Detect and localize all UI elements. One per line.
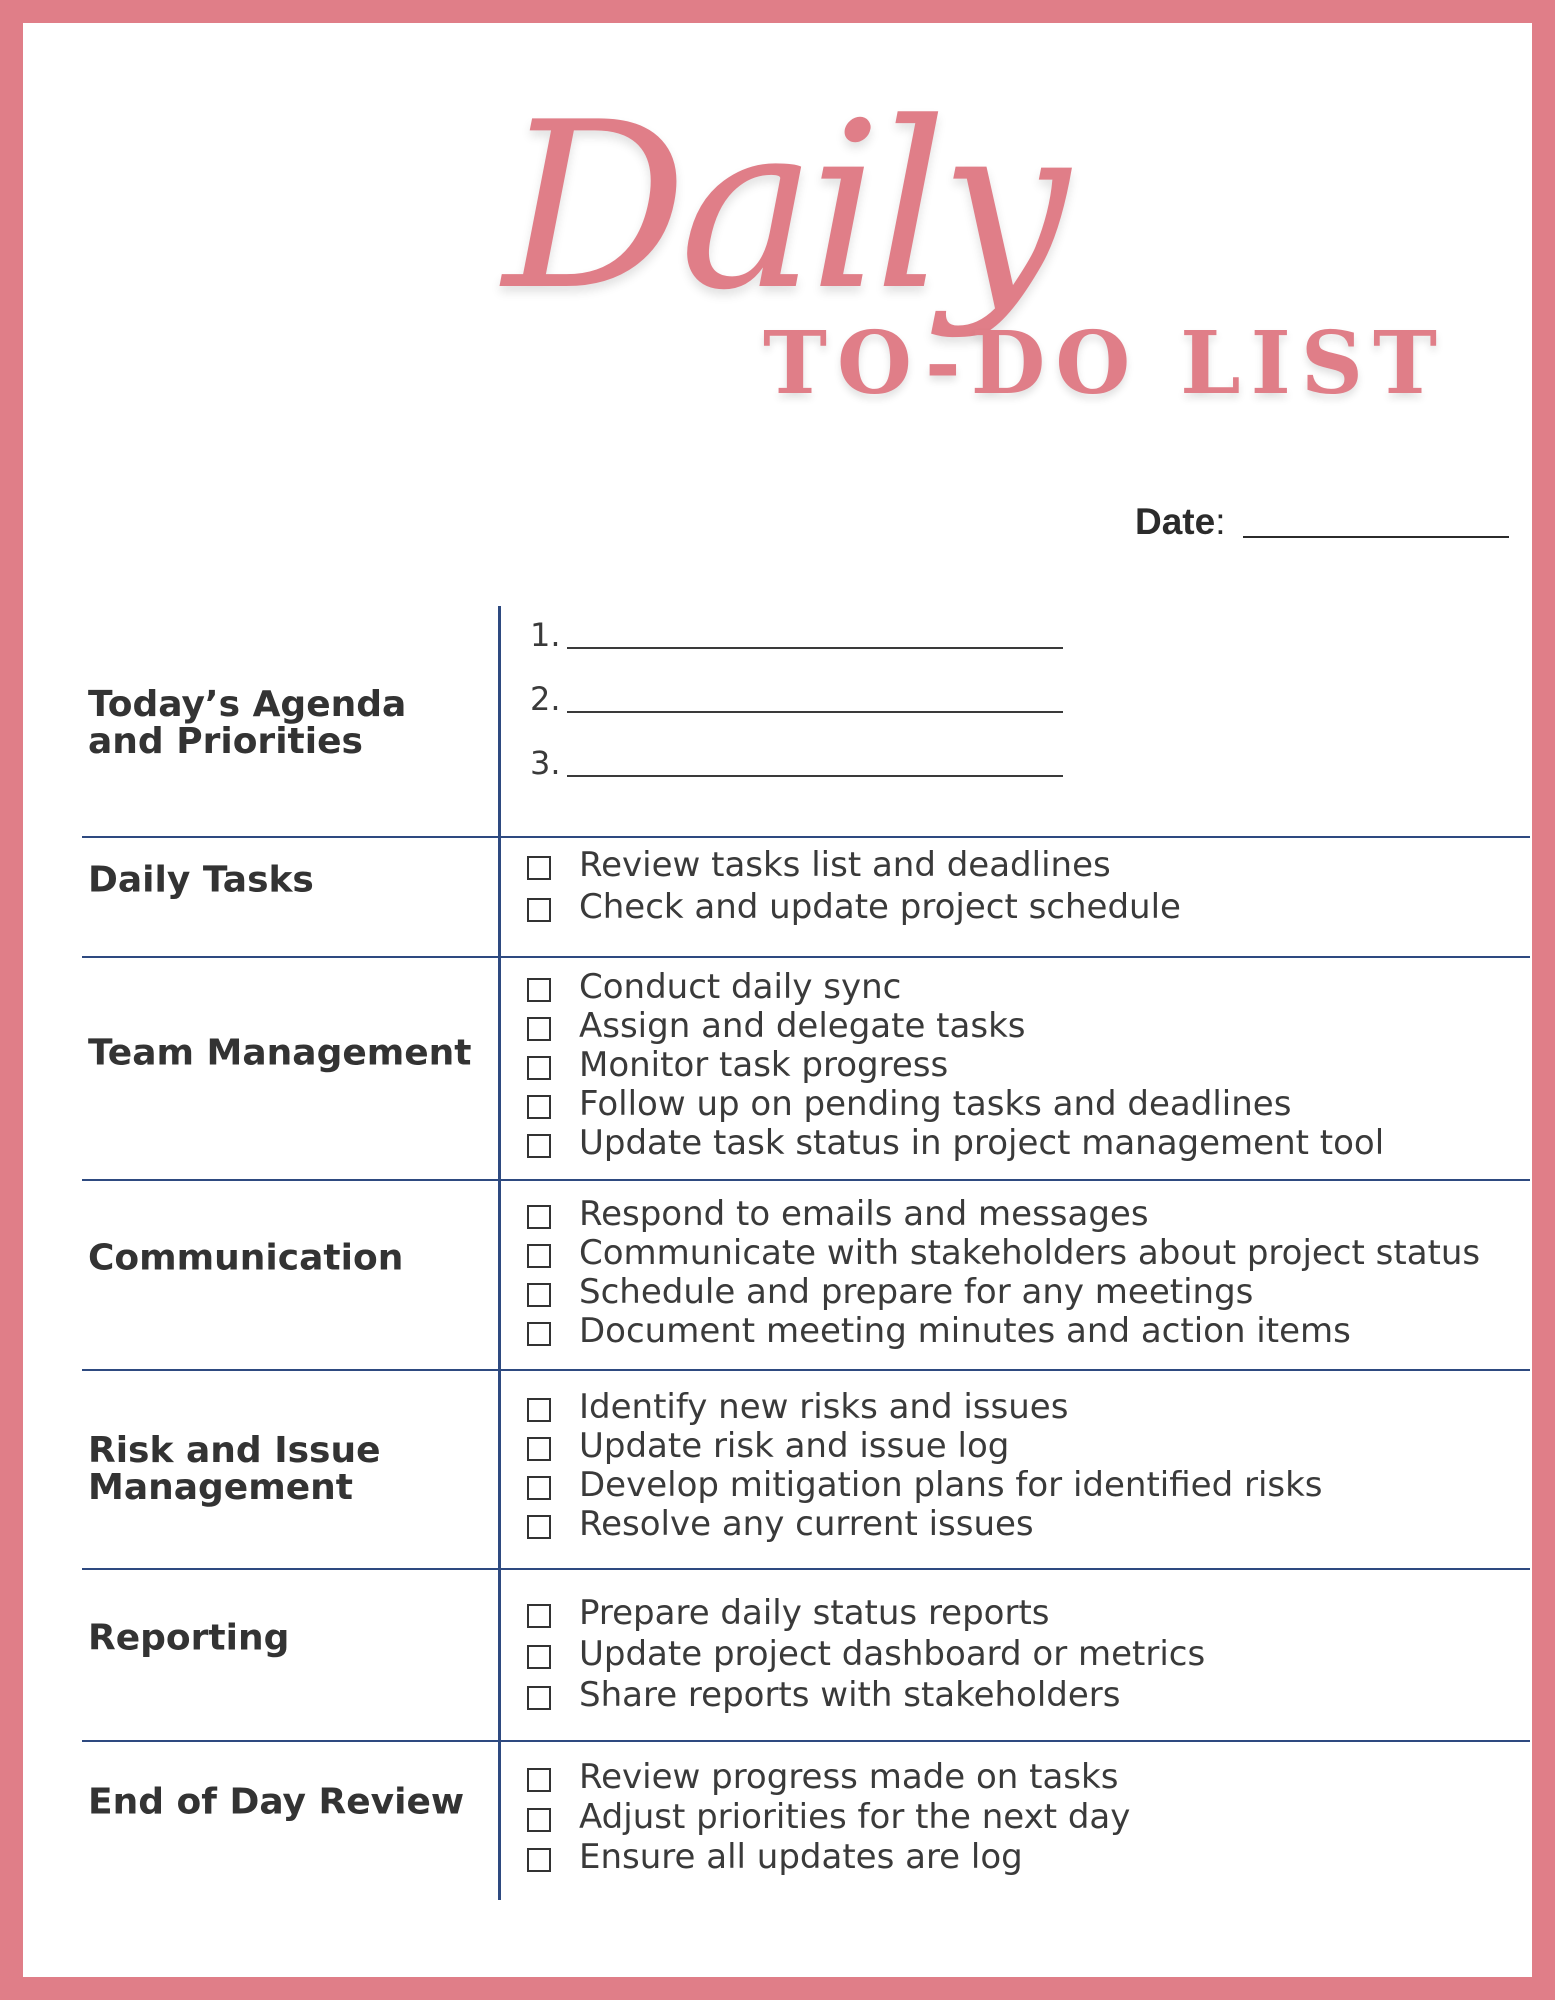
agenda-line-1[interactable] xyxy=(530,616,1063,654)
agenda-number: 2. xyxy=(530,680,561,718)
task-label: Review progress made on tasks xyxy=(579,1757,1119,1797)
checkbox[interactable] xyxy=(527,1604,551,1628)
task-item[interactable] xyxy=(527,1084,1527,1123)
agenda-line-3[interactable] xyxy=(530,744,1063,782)
checkbox[interactable] xyxy=(527,1686,551,1710)
checkbox[interactable] xyxy=(527,1283,551,1307)
title-caps: TO-DO LIST xyxy=(763,313,1447,414)
checkbox[interactable] xyxy=(527,1056,551,1080)
agenda-blank xyxy=(567,646,1063,649)
checkbox[interactable] xyxy=(527,1398,551,1422)
date-row xyxy=(1135,501,1509,543)
task-label: Communicate with stakeholders about project status xyxy=(579,1232,1481,1273)
task-label: Share reports with stakeholders xyxy=(579,1674,1121,1715)
task-item[interactable] xyxy=(527,1592,1527,1633)
checkbox[interactable] xyxy=(527,1515,551,1539)
checkbox[interactable] xyxy=(527,1645,551,1669)
task-label: Update risk and issue log xyxy=(579,1425,1010,1466)
task-label: Update task status in project management tool xyxy=(579,1122,1385,1163)
task-label: Follow up on pending tasks and deadlines xyxy=(579,1083,1292,1124)
task-label: Review tasks list and deadlines xyxy=(579,845,1111,885)
checkbox[interactable] xyxy=(527,978,551,1002)
task-item[interactable] xyxy=(527,1233,1527,1272)
date-input-line[interactable] xyxy=(1243,535,1509,538)
section-label-daily-tasks: Daily Tasks xyxy=(88,859,314,901)
checkbox[interactable] xyxy=(527,1017,551,1041)
task-label: Resolve any current issues xyxy=(579,1503,1034,1544)
checkbox[interactable] xyxy=(527,1322,551,1346)
task-item[interactable] xyxy=(527,1797,1527,1837)
task-item[interactable] xyxy=(527,1387,1527,1426)
task-label: Monitor task progress xyxy=(579,1044,949,1085)
task-label: Check and update project schedule xyxy=(579,887,1181,927)
task-label: Prepare daily status reports xyxy=(579,1592,1050,1633)
task-label: Assign and delegate tasks xyxy=(579,1005,1026,1046)
task-item[interactable] xyxy=(527,1465,1527,1504)
task-label: Develop mitigation plans for identified risks xyxy=(579,1464,1323,1505)
task-item[interactable] xyxy=(527,1194,1527,1233)
checkbox[interactable] xyxy=(527,1437,551,1461)
checkbox[interactable] xyxy=(527,1244,551,1268)
task-label: Identify new risks and issues xyxy=(579,1386,1069,1427)
task-item[interactable] xyxy=(527,967,1527,1006)
agenda-blank xyxy=(567,774,1063,777)
checkbox[interactable] xyxy=(527,1808,551,1832)
task-label: Adjust priorities for the next day xyxy=(579,1797,1131,1837)
task-item[interactable] xyxy=(527,1272,1527,1311)
row-divider xyxy=(82,1369,1530,1371)
agenda-line-2[interactable] xyxy=(530,680,1063,718)
row-divider xyxy=(82,836,1530,838)
task-label: Ensure all updates are log xyxy=(579,1837,1023,1877)
row-divider xyxy=(82,1568,1530,1570)
task-item[interactable] xyxy=(527,844,1527,886)
checkbox[interactable] xyxy=(527,1134,551,1158)
items-communication xyxy=(527,1194,1527,1350)
task-item[interactable] xyxy=(527,1504,1527,1543)
task-item[interactable] xyxy=(527,1633,1527,1674)
row-divider xyxy=(82,1179,1530,1181)
section-label-risk-issue: Risk and Issue Management xyxy=(88,1430,381,1508)
task-item[interactable] xyxy=(527,1757,1527,1797)
checkbox[interactable] xyxy=(527,1768,551,1792)
task-label: Respond to emails and messages xyxy=(579,1193,1149,1234)
date-colon: : xyxy=(1215,501,1226,542)
checklist-table xyxy=(82,606,1530,1900)
section-label-communication: Communication xyxy=(88,1237,404,1279)
task-item[interactable] xyxy=(527,1123,1527,1162)
items-daily-tasks xyxy=(527,844,1527,928)
agenda-blank xyxy=(567,710,1063,713)
section-label-agenda: Today’s Agenda and Priorities xyxy=(88,684,407,762)
task-label: Conduct daily sync xyxy=(579,966,902,1007)
checkbox[interactable] xyxy=(527,1095,551,1119)
task-item[interactable] xyxy=(527,1674,1527,1715)
agenda-number: 1. xyxy=(530,616,561,654)
task-item[interactable] xyxy=(527,1045,1527,1084)
items-end-of-day xyxy=(527,1757,1527,1877)
section-label-team-management: Team Management xyxy=(88,1032,472,1074)
checkbox[interactable] xyxy=(527,1205,551,1229)
agenda-number: 3. xyxy=(530,744,561,782)
items-reporting xyxy=(527,1592,1527,1715)
row-divider xyxy=(82,1740,1530,1742)
task-item[interactable] xyxy=(527,1426,1527,1465)
checkbox[interactable] xyxy=(527,856,551,880)
title-script: Daily xyxy=(503,74,1062,341)
task-item[interactable] xyxy=(527,886,1527,928)
task-label: Update project dashboard or metrics xyxy=(579,1633,1206,1674)
row-divider xyxy=(82,956,1530,958)
date-label: Date xyxy=(1135,501,1216,542)
task-item[interactable] xyxy=(527,1837,1527,1877)
task-label: Schedule and prepare for any meetings xyxy=(579,1271,1254,1312)
section-label-reporting: Reporting xyxy=(88,1617,290,1659)
task-item[interactable] xyxy=(527,1006,1527,1045)
section-label-end-of-day: End of Day Review xyxy=(88,1781,465,1823)
task-label: Document meeting minutes and action items xyxy=(579,1310,1351,1351)
items-team-management xyxy=(527,967,1527,1162)
column-divider xyxy=(498,606,501,1900)
checkbox[interactable] xyxy=(527,898,551,922)
items-risk-issue xyxy=(527,1387,1527,1543)
checkbox[interactable] xyxy=(527,1476,551,1500)
checkbox[interactable] xyxy=(527,1848,551,1872)
task-item[interactable] xyxy=(527,1311,1527,1350)
